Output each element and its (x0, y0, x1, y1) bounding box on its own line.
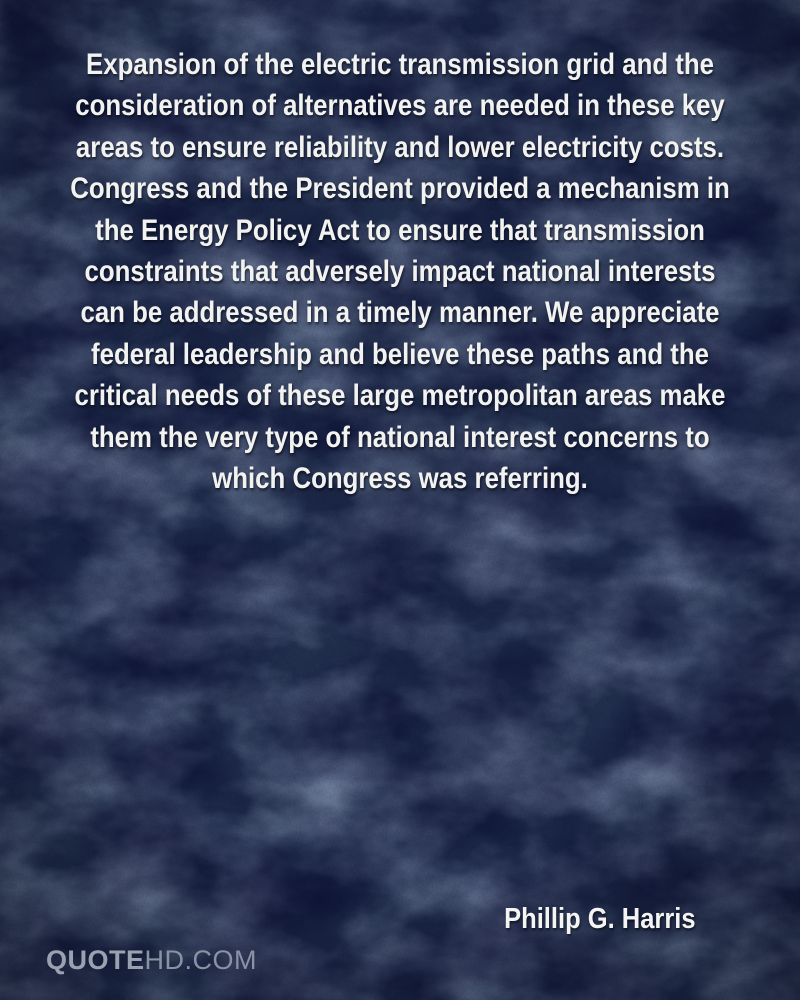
quotehd-logo (46, 945, 257, 976)
logo-quote-text: QUOTE (46, 945, 145, 975)
quote-line: consideration of alternatives are needed in these key (75, 89, 725, 123)
logo-hd-text: HD.COM (144, 945, 258, 975)
quote-line: can be addressed in a timely manner. We appreciate (80, 296, 720, 330)
quote-line: constraints that adversely impact national interests (84, 255, 716, 289)
quote-line: areas to ensure reliability and lower electricity costs. (75, 130, 725, 164)
quote-text (0, 44, 800, 499)
quote-line: federal leadership and believe these paths and the (91, 337, 709, 371)
quote-line: Expansion of the electric transmission grid and the (86, 48, 714, 81)
quote-line: the Energy Policy Act to ensure that transmission (95, 213, 705, 247)
author-name: Phillip G. Harris (504, 903, 696, 935)
quote-line: which Congress was referring. (212, 462, 588, 496)
quote-line: them the very type of national interest concerns to (90, 420, 710, 454)
quote-line: critical needs of these large metropolitan areas make (74, 379, 726, 413)
quote-line: Congress and the President provided a mechanism in (70, 172, 730, 206)
